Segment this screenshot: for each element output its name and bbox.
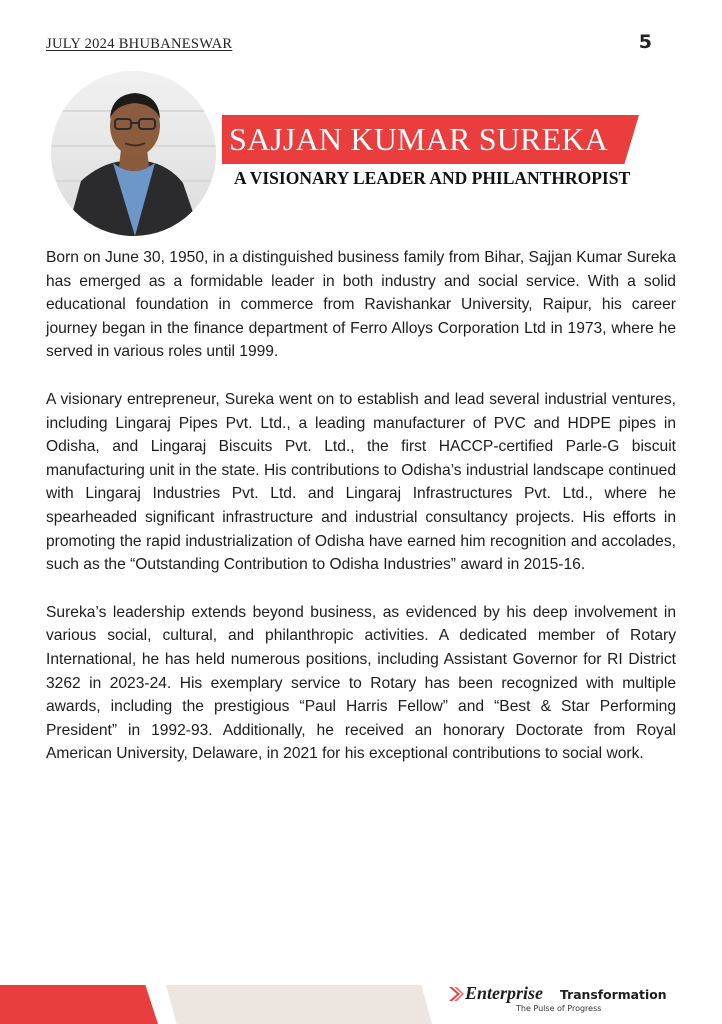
logo-enterprise-text: Enterprise <box>465 983 544 1003</box>
footer-beige-band <box>166 985 432 1024</box>
article-paragraph: Sureka’s leadership extends beyond business, as evidenced by his deep involvement in various social, cultural, and philanthropic activities. A dedicated member of Rotary International, he has held numerous positions, including Assistant Governor for RI District 3262 in 2023-24. His exemplary service to Rotary has been recognized with multiple awards, including the prestigious “Paul Harris Fellow” and “Best & Star Performing President” in 1992-93. Additionally, he received an honorary Doctorate from Royal American University, Delaware, in 2021 for his exceptional contributions to social work. <box>46 603 676 763</box>
logo-transformation-text: Transformation <box>560 987 667 1002</box>
logo-tagline: The Pulse of Progress <box>516 1004 602 1013</box>
issue-date-location: JULY 2024 BHUBANESWAR <box>46 36 233 52</box>
portrait-illustration <box>51 71 216 236</box>
profile-name: SAJJAN KUMAR SUREKA <box>229 121 608 157</box>
portrait-photo <box>51 71 216 236</box>
footer-red-band <box>0 985 158 1024</box>
profile-subtitle: A VISIONARY LEADER AND PHILANTHROPIST <box>234 168 631 188</box>
enterprise-logo-mark-icon <box>448 986 464 1007</box>
article-paragraph: Born on June 30, 1950, in a distinguished business family from Bihar, Sajjan Kumar Sureka has emerged as a formidable leader in both industry and social service. With a solid educational foundation in commerce from Ravishankar University, Raipur, his career journey began in the finance department of Ferro Alloys Corporation Ltd in 1973, where he served in various roles until 1999. <box>46 249 676 361</box>
article-body <box>46 246 676 790</box>
article-paragraph: A visionary entrepreneur, Sureka went on to establish and lead several industrial ventures, including Lingaraj Pipes Pvt. Ltd., a leading manufacturer of PVC and HDPE pipes in Odisha, and Lingaraj Biscuits Pvt. Ltd., the first HACCP-certified Parle-G biscuit manufacturing unit in the state. His contributions to Odisha’s industrial landscape continued with Lingaraj Industries Pvt. Ltd. and Lingaraj Infrastructures Pvt. Ltd., where he spearheaded significant infrastructure and industrial consultancy projects. His efforts in promoting the rapid industrialization of Odisha have earned him recognition and accolades, such as the “Outstanding Contribution to Odisha Industries” award in 2015-16. <box>46 390 676 574</box>
enterprise-transformation-logo <box>448 984 678 1016</box>
page-number: 5 <box>638 31 652 53</box>
